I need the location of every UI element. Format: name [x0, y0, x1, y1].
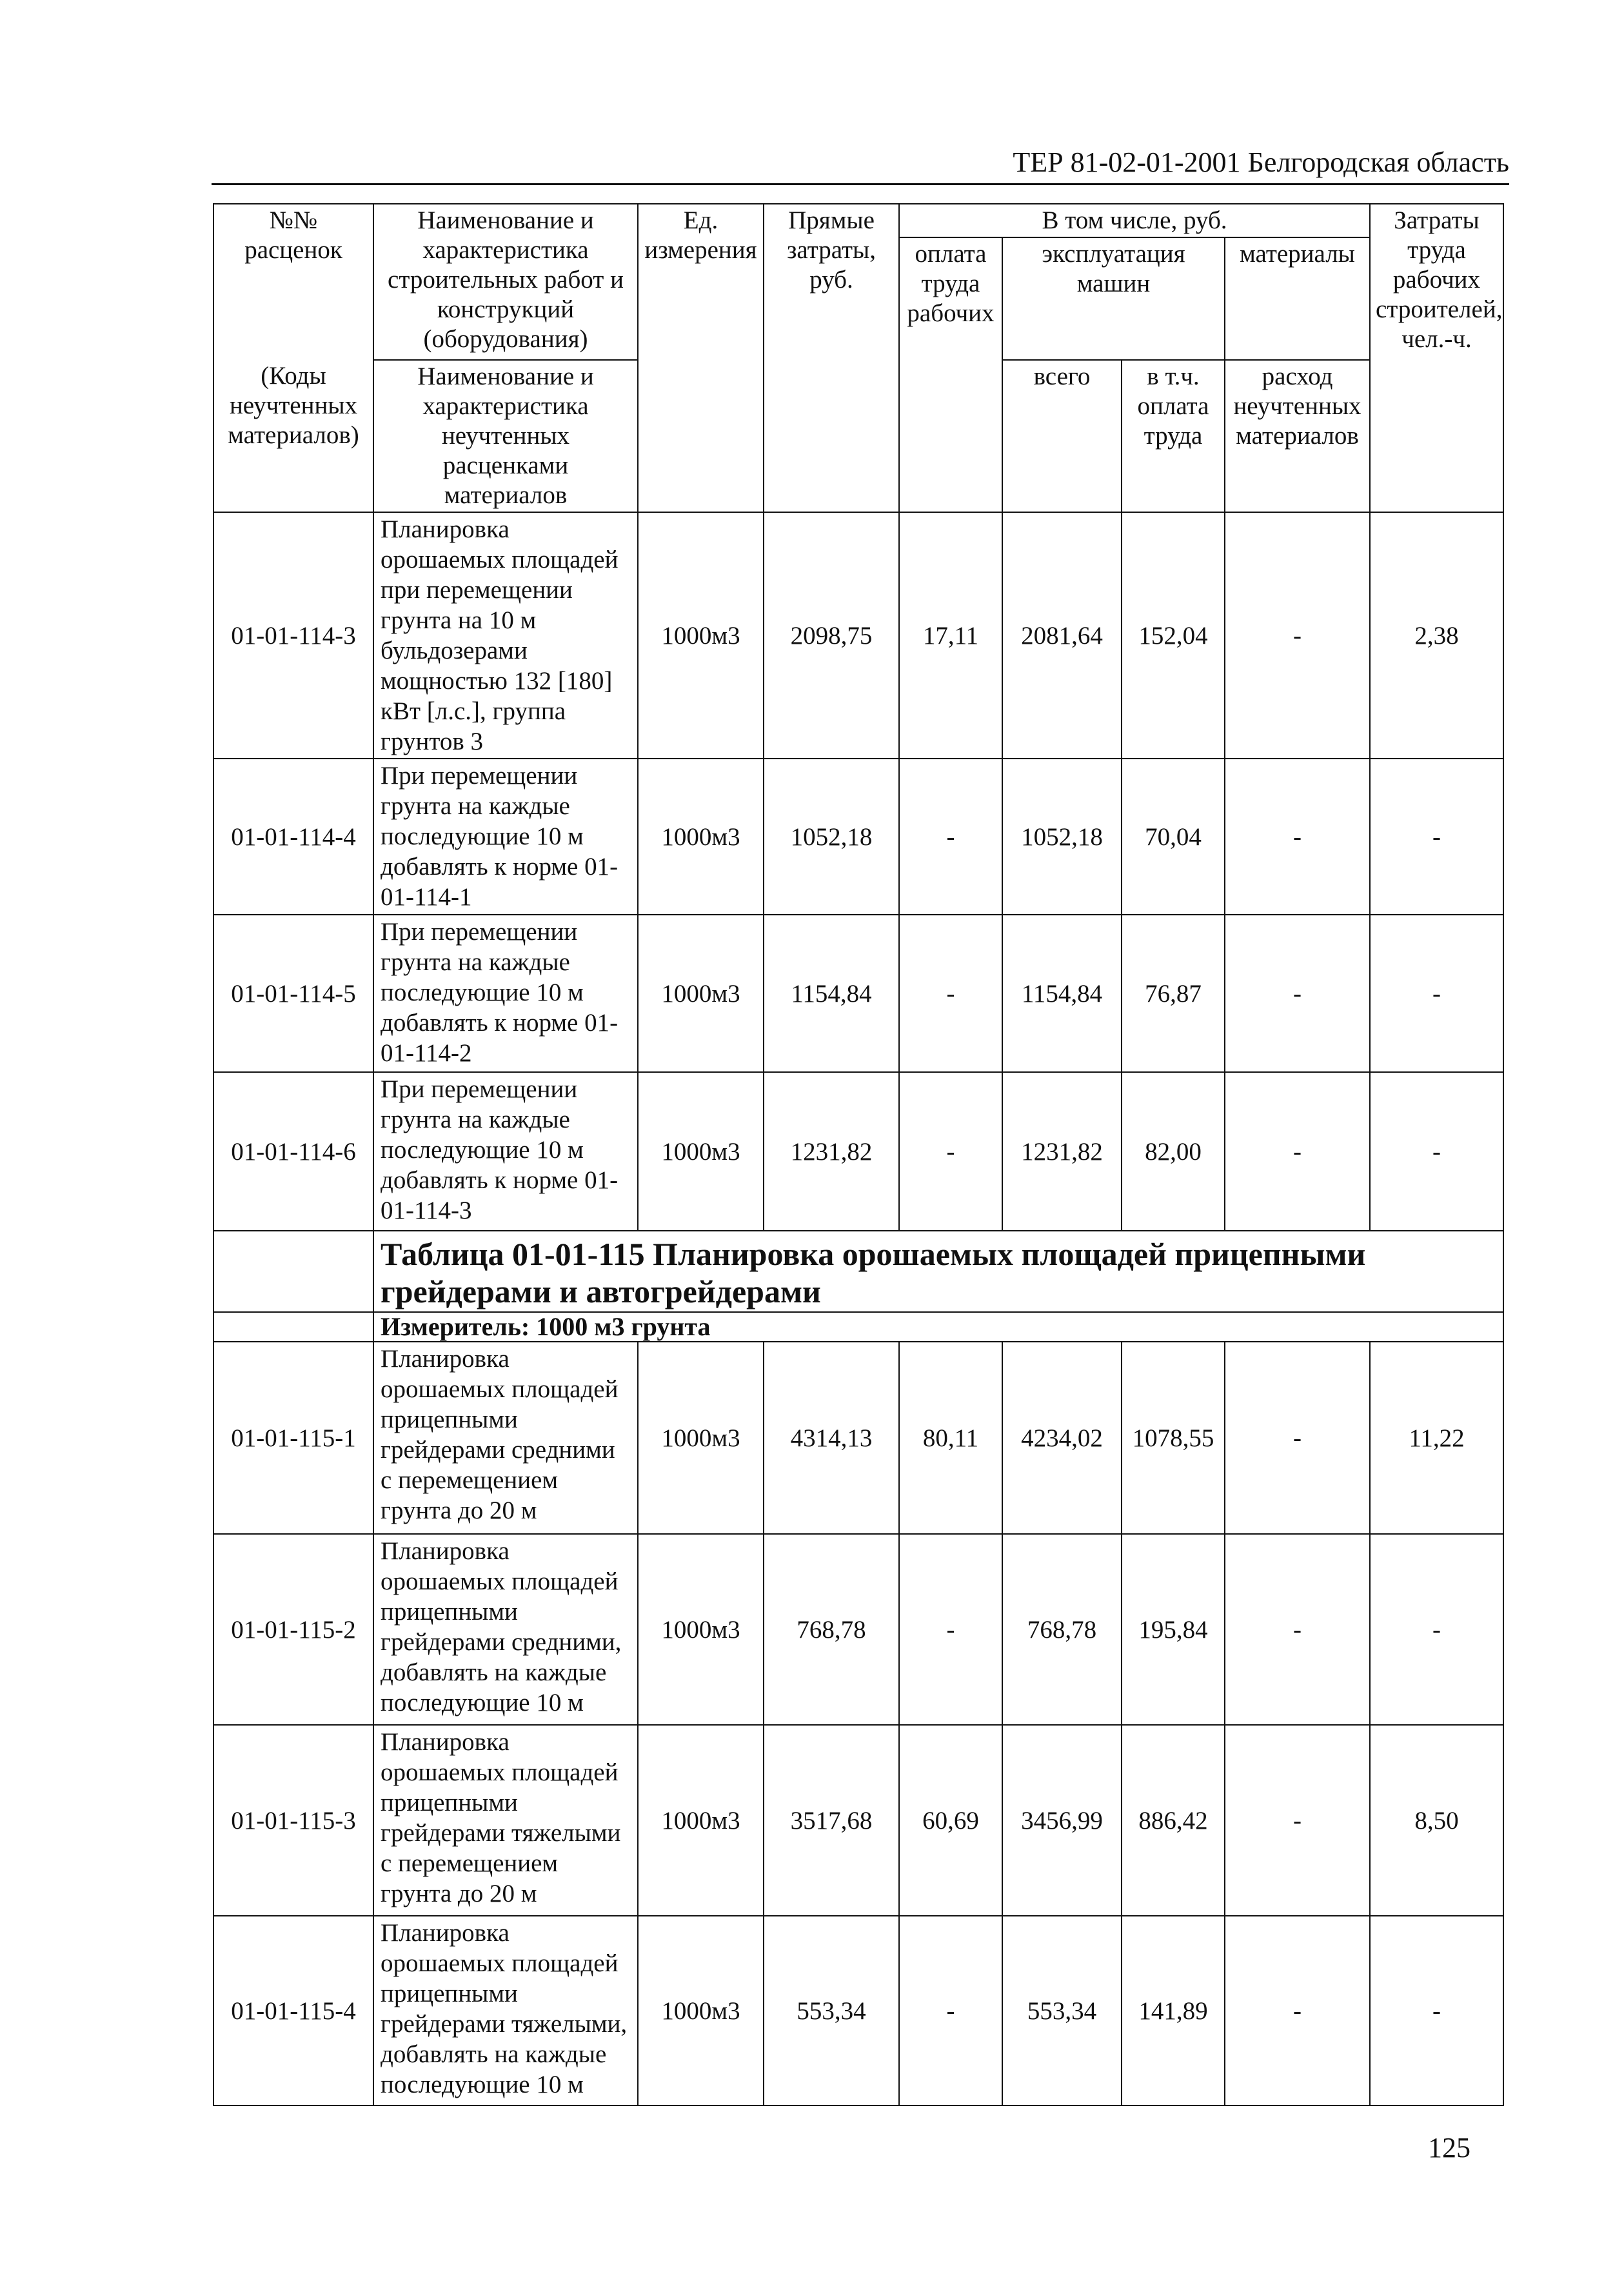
rate-unit: 1000м3 [638, 915, 764, 1072]
rate-materials: - [1225, 1534, 1370, 1725]
table-row [213, 1916, 1503, 2105]
rate-labor-pay: - [899, 1916, 1002, 2105]
rate-code: 01-01-114-3 [213, 512, 373, 759]
rate-labor-pay: 60,69 [899, 1725, 1002, 1916]
rate-machines-total: 4234,02 [1002, 1342, 1122, 1534]
table-row [213, 512, 1503, 759]
table-body-114 [213, 512, 1503, 1231]
col-labor-pay-sub [899, 360, 1002, 512]
rate-machines-total: 553,34 [1002, 1916, 1122, 2105]
rate-materials: - [1225, 512, 1370, 759]
rate-machines-labor: 152,04 [1122, 512, 1225, 759]
table-row [213, 1725, 1503, 1916]
rate-name: При перемещении грунта на каждые последующие 10 м добавлять к норме 01-01-114-2 [373, 915, 638, 1072]
table-row [213, 1342, 1503, 1534]
rate-machines-total: 1231,82 [1002, 1072, 1122, 1231]
rates-table [213, 203, 1504, 2106]
rate-code: 01-01-114-5 [213, 915, 373, 1072]
rate-name: Планировка орошаемых площадей при перемещении грунта на 10 м бульдозерами мощностью 132 [180] кВт [л.с.], группа грунтов 3 [373, 512, 638, 759]
col-materials-header: материалы [1225, 237, 1370, 360]
rate-labor-cost: 2,38 [1370, 512, 1503, 759]
col-labor-cost-header: Затраты труда рабочих строителей, чел.-ч. [1370, 204, 1503, 512]
col-machines-header: эксплуатация машин [1002, 237, 1225, 360]
section-title-spacer [213, 1231, 373, 1312]
rate-machines-total: 1154,84 [1002, 915, 1122, 1072]
col-incl-group-header: В том числе, руб. [899, 204, 1370, 237]
rate-materials: - [1225, 1342, 1370, 1534]
section-measure-row [213, 1312, 1503, 1342]
header-rule [212, 183, 1509, 185]
section-115 [213, 1231, 1503, 2105]
rate-labor-pay: - [899, 1534, 1002, 1725]
col-code-sub-header: (Коды неучтенных материалов) [213, 360, 373, 512]
rate-direct: 3517,68 [764, 1725, 899, 1916]
rate-machines-labor: 195,84 [1122, 1534, 1225, 1725]
col-unit-header: Ед. измерения [638, 204, 764, 512]
col-name-sub-header: Наименование и характеристика неучтенных расценками материалов [373, 360, 638, 512]
rate-labor-pay: - [899, 759, 1002, 915]
col-machines-total-header: всего [1002, 360, 1122, 512]
rate-unit: 1000м3 [638, 759, 764, 915]
rate-name: Планировка орошаемых площадей прицепными грейдерами средними, добавлять на каждые последующие 10 м [373, 1534, 638, 1725]
rate-labor-pay: - [899, 1072, 1002, 1231]
rate-direct: 768,78 [764, 1534, 899, 1725]
rate-machines-total: 2081,64 [1002, 512, 1122, 759]
rate-materials: - [1225, 759, 1370, 915]
rate-unit: 1000м3 [638, 512, 764, 759]
rate-labor-cost: - [1370, 1916, 1503, 2105]
table-row [213, 915, 1503, 1072]
table-header [213, 204, 1503, 512]
col-labor-pay-header: оплата труда рабочих [899, 237, 1002, 360]
col-direct-header: Прямые затраты, руб. [764, 204, 899, 512]
rate-name: Планировка орошаемых площадей прицепными грейдерами тяжелыми, добавлять на каждые последующие 10 м [373, 1916, 638, 2105]
rate-name: Планировка орошаемых площадей прицепными грейдерами тяжелыми с перемещением грунта до 20 м [373, 1725, 638, 1916]
rate-materials: - [1225, 915, 1370, 1072]
page-header-title: ТЕР 81-02-01-2001 Белгородская область [1013, 146, 1509, 178]
rate-labor-cost: 8,50 [1370, 1725, 1503, 1916]
rate-code: 01-01-115-2 [213, 1534, 373, 1725]
rate-direct: 4314,13 [764, 1342, 899, 1534]
rate-labor-cost: - [1370, 1072, 1503, 1231]
table-row [213, 1072, 1503, 1231]
rate-machines-labor: 70,04 [1122, 759, 1225, 915]
section-measure: Измеритель: 1000 м3 грунта [373, 1312, 1503, 1342]
rate-machines-total: 3456,99 [1002, 1725, 1122, 1916]
rate-direct: 553,34 [764, 1916, 899, 2105]
col-materials-sub-header: расход неучтенных материалов [1225, 360, 1370, 512]
table-row [213, 759, 1503, 915]
rate-materials: - [1225, 1725, 1370, 1916]
rate-unit: 1000м3 [638, 1072, 764, 1231]
rate-unit: 1000м3 [638, 1534, 764, 1725]
rate-direct: 1052,18 [764, 759, 899, 915]
rate-machines-total: 768,78 [1002, 1534, 1122, 1725]
rate-machines-labor: 886,42 [1122, 1725, 1225, 1916]
col-code-header: №№ расценок [213, 204, 373, 360]
rate-machines-labor: 76,87 [1122, 915, 1225, 1072]
rate-machines-labor: 141,89 [1122, 1916, 1225, 2105]
col-machines-labor-header: в т.ч. оплата труда [1122, 360, 1225, 512]
rate-name: При перемещении грунта на каждые последующие 10 м добавлять к норме 01-01-114-1 [373, 759, 638, 915]
rate-code: 01-01-114-4 [213, 759, 373, 915]
section-title-row [213, 1231, 1503, 1312]
rate-labor-pay: 80,11 [899, 1342, 1002, 1534]
section-title: Таблица 01-01-115 Планировка орошаемых площадей прицепными грейдерами и автогрейдерами [373, 1231, 1503, 1312]
rate-labor-cost: 11,22 [1370, 1342, 1503, 1534]
rate-code: 01-01-114-6 [213, 1072, 373, 1231]
rate-labor-cost: - [1370, 915, 1503, 1072]
rate-materials: - [1225, 1072, 1370, 1231]
rate-labor-cost: - [1370, 1534, 1503, 1725]
rate-direct: 1231,82 [764, 1072, 899, 1231]
section-measure-spacer [213, 1312, 373, 1342]
rate-unit: 1000м3 [638, 1342, 764, 1534]
rate-name: При перемещении грунта на каждые последующие 10 м добавлять к норме 01-01-114-3 [373, 1072, 638, 1231]
rate-machines-total: 1052,18 [1002, 759, 1122, 915]
rate-unit: 1000м3 [638, 1725, 764, 1916]
rate-direct: 2098,75 [764, 512, 899, 759]
rate-materials: - [1225, 1916, 1370, 2105]
rate-labor-pay: - [899, 915, 1002, 1072]
col-name-header: Наименование и характеристика строительных работ и конструкций (оборудования) [373, 204, 638, 360]
rate-name: Планировка орошаемых площадей прицепными грейдерами средними с перемещением грунта до 20 м [373, 1342, 638, 1534]
table-row [213, 1534, 1503, 1725]
rate-machines-labor: 1078,55 [1122, 1342, 1225, 1534]
rate-machines-labor: 82,00 [1122, 1072, 1225, 1231]
rate-unit: 1000м3 [638, 1916, 764, 2105]
rate-direct: 1154,84 [764, 915, 899, 1072]
rate-code: 01-01-115-1 [213, 1342, 373, 1534]
rate-code: 01-01-115-4 [213, 1916, 373, 2105]
rate-labor-pay: 17,11 [899, 512, 1002, 759]
page-number: 125 [1428, 2132, 1471, 2164]
rate-labor-cost: - [1370, 759, 1503, 915]
rate-code: 01-01-115-3 [213, 1725, 373, 1916]
